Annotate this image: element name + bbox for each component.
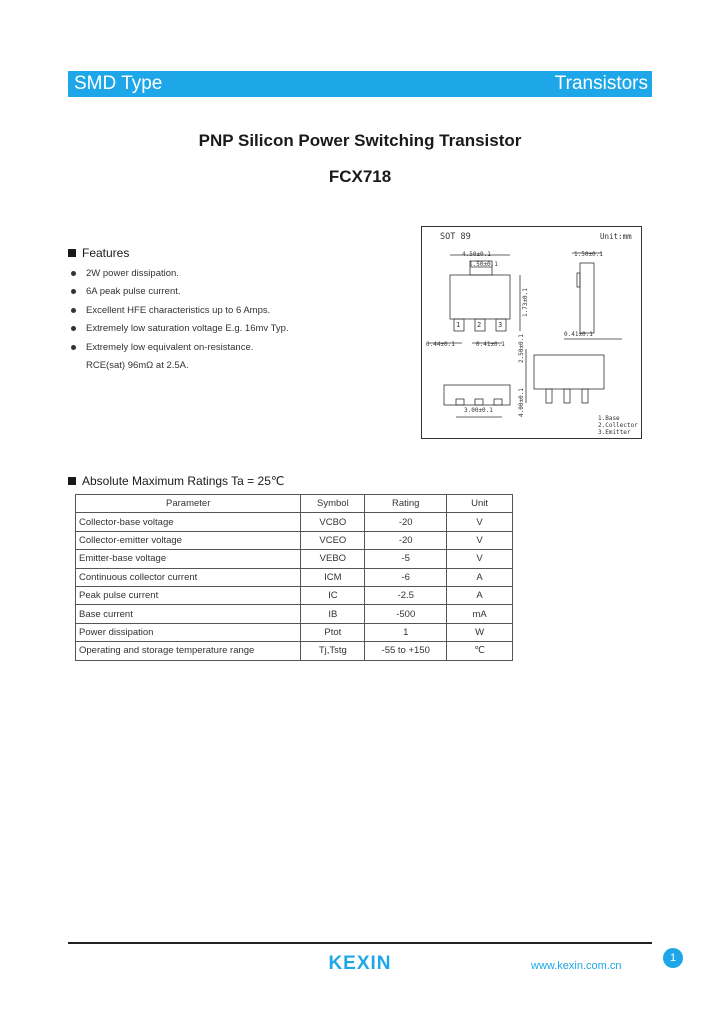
features-heading [68, 246, 129, 260]
dimension-label: 1.50±0.1 [469, 261, 498, 268]
header-category: Transistors [554, 73, 648, 94]
table-cell: IC [301, 586, 365, 604]
ratings-table [75, 494, 513, 661]
table-header-row [76, 495, 513, 513]
dimension-label: 4.00±0.1 [518, 388, 525, 417]
table-row [76, 531, 513, 549]
list-item [68, 301, 398, 320]
bullet-dot-icon [71, 326, 76, 331]
table-cell: Base current [76, 605, 301, 623]
table-cell: V [447, 531, 513, 549]
feature-text: Excellent HFE characteristics up to 6 Amps. [86, 304, 271, 316]
features-list [68, 264, 398, 375]
column-header: Symbol [301, 495, 365, 513]
bullet-square-icon [68, 249, 76, 257]
table-cell: VCBO [301, 513, 365, 531]
table-cell: Power dissipation [76, 623, 301, 641]
pin-label: 3 [498, 321, 503, 329]
bullet-dot-icon [71, 289, 76, 294]
pin-legend: 3.Emitter [598, 429, 631, 436]
table-cell: mA [447, 605, 513, 623]
table-cell: Operating and storage temperature range [76, 642, 301, 660]
part-number: FCX718 [328, 167, 392, 186]
dimension-label: 0.41±0.1 [476, 341, 505, 348]
dimension-label: 0.44±0.1 [426, 341, 455, 348]
table-cell: 1 [365, 623, 447, 641]
column-header: Parameter [76, 495, 301, 513]
pin-label: 2 [477, 321, 482, 329]
table-cell: -2.5 [365, 586, 447, 604]
column-header: Unit [447, 495, 513, 513]
table-cell: V [447, 513, 513, 531]
header-banner [68, 71, 652, 97]
table-row [76, 623, 513, 641]
table-cell: Collector-emitter voltage [76, 531, 301, 549]
table-cell: Collector-base voltage [76, 513, 301, 531]
package-outline-svg [422, 227, 641, 438]
table-cell: Peak pulse current [76, 586, 301, 604]
table-cell: ICM [301, 568, 365, 586]
bullet-dot-icon [71, 271, 76, 276]
table-cell: -55 to +150 [365, 642, 447, 660]
table-cell: Continuous collector current [76, 568, 301, 586]
feature-text: Extremely low saturation voltage E.g. 16mv Typ. [86, 323, 289, 335]
feature-text: 2W power dissipation. [86, 267, 179, 279]
table-row [76, 642, 513, 660]
table-cell: -6 [365, 568, 447, 586]
table-cell: V [447, 550, 513, 568]
table-row [76, 568, 513, 586]
company-logo: KEXIN [328, 953, 392, 974]
table-cell: Tj,Tstg [301, 642, 365, 660]
list-item [68, 283, 398, 302]
ratings-heading-label: Absolute Maximum Ratings Ta = 25℃ [82, 474, 285, 488]
bullet-dot-icon [71, 308, 76, 313]
list-item [68, 338, 398, 357]
table-cell: -5 [365, 550, 447, 568]
table-row [76, 550, 513, 568]
ratings-heading [68, 474, 284, 488]
feature-text: Extremely low equivalent on-resistance. [86, 341, 254, 353]
package-drawing [421, 226, 642, 439]
table-cell: A [447, 568, 513, 586]
dimension-label: 3.00±0.1 [464, 407, 493, 414]
feature-text: 6A peak pulse current. [86, 286, 181, 298]
list-item [68, 320, 398, 339]
table-cell: ℃ [447, 642, 513, 660]
table-cell: VCEO [301, 531, 365, 549]
page-title: PNP Silicon Power Switching Transistor [198, 131, 522, 150]
table-cell: -20 [365, 531, 447, 549]
table-row [76, 513, 513, 531]
dimension-label: 1.50±0.1 [574, 251, 603, 258]
features-heading-label: Features [82, 246, 130, 260]
package-body-top [450, 275, 510, 319]
table-cell: -20 [365, 513, 447, 531]
table-cell: W [447, 623, 513, 641]
table-cell: A [447, 586, 513, 604]
company-website-link[interactable]: www.kexin.com.cn [531, 960, 622, 972]
pin-label: 1 [456, 321, 461, 329]
feature-note: RCE(sat) 96mΩ at 2.5A. [86, 359, 189, 371]
dimension-label: 0.41±0.1 [564, 331, 593, 338]
table-cell: -500 [365, 605, 447, 623]
table-row [76, 605, 513, 623]
dimension-label: 2.50±0.1 [518, 334, 525, 363]
pin-legend: 1.Base [598, 415, 620, 422]
table-cell: Emitter-base voltage [76, 550, 301, 568]
bullet-dot-icon [71, 345, 76, 350]
table-cell: VEBO [301, 550, 365, 568]
dimension-label: 4.50±0.1 [462, 251, 491, 258]
footer-divider [68, 942, 652, 944]
table-cell: IB [301, 605, 365, 623]
list-item [68, 264, 398, 283]
table-row [76, 586, 513, 604]
bullet-square-icon [68, 477, 76, 485]
dimension-label: 1.73±0.1 [522, 288, 529, 317]
package-unit: Unit:mm [600, 232, 632, 241]
page-number-badge: 1 [663, 948, 683, 968]
table-cell: Ptot [301, 623, 365, 641]
header-type: SMD Type [74, 73, 163, 94]
pin-legend: 2.Collector [598, 422, 638, 429]
package-name: SOT 89 [440, 232, 471, 242]
column-header: Rating [365, 495, 447, 513]
